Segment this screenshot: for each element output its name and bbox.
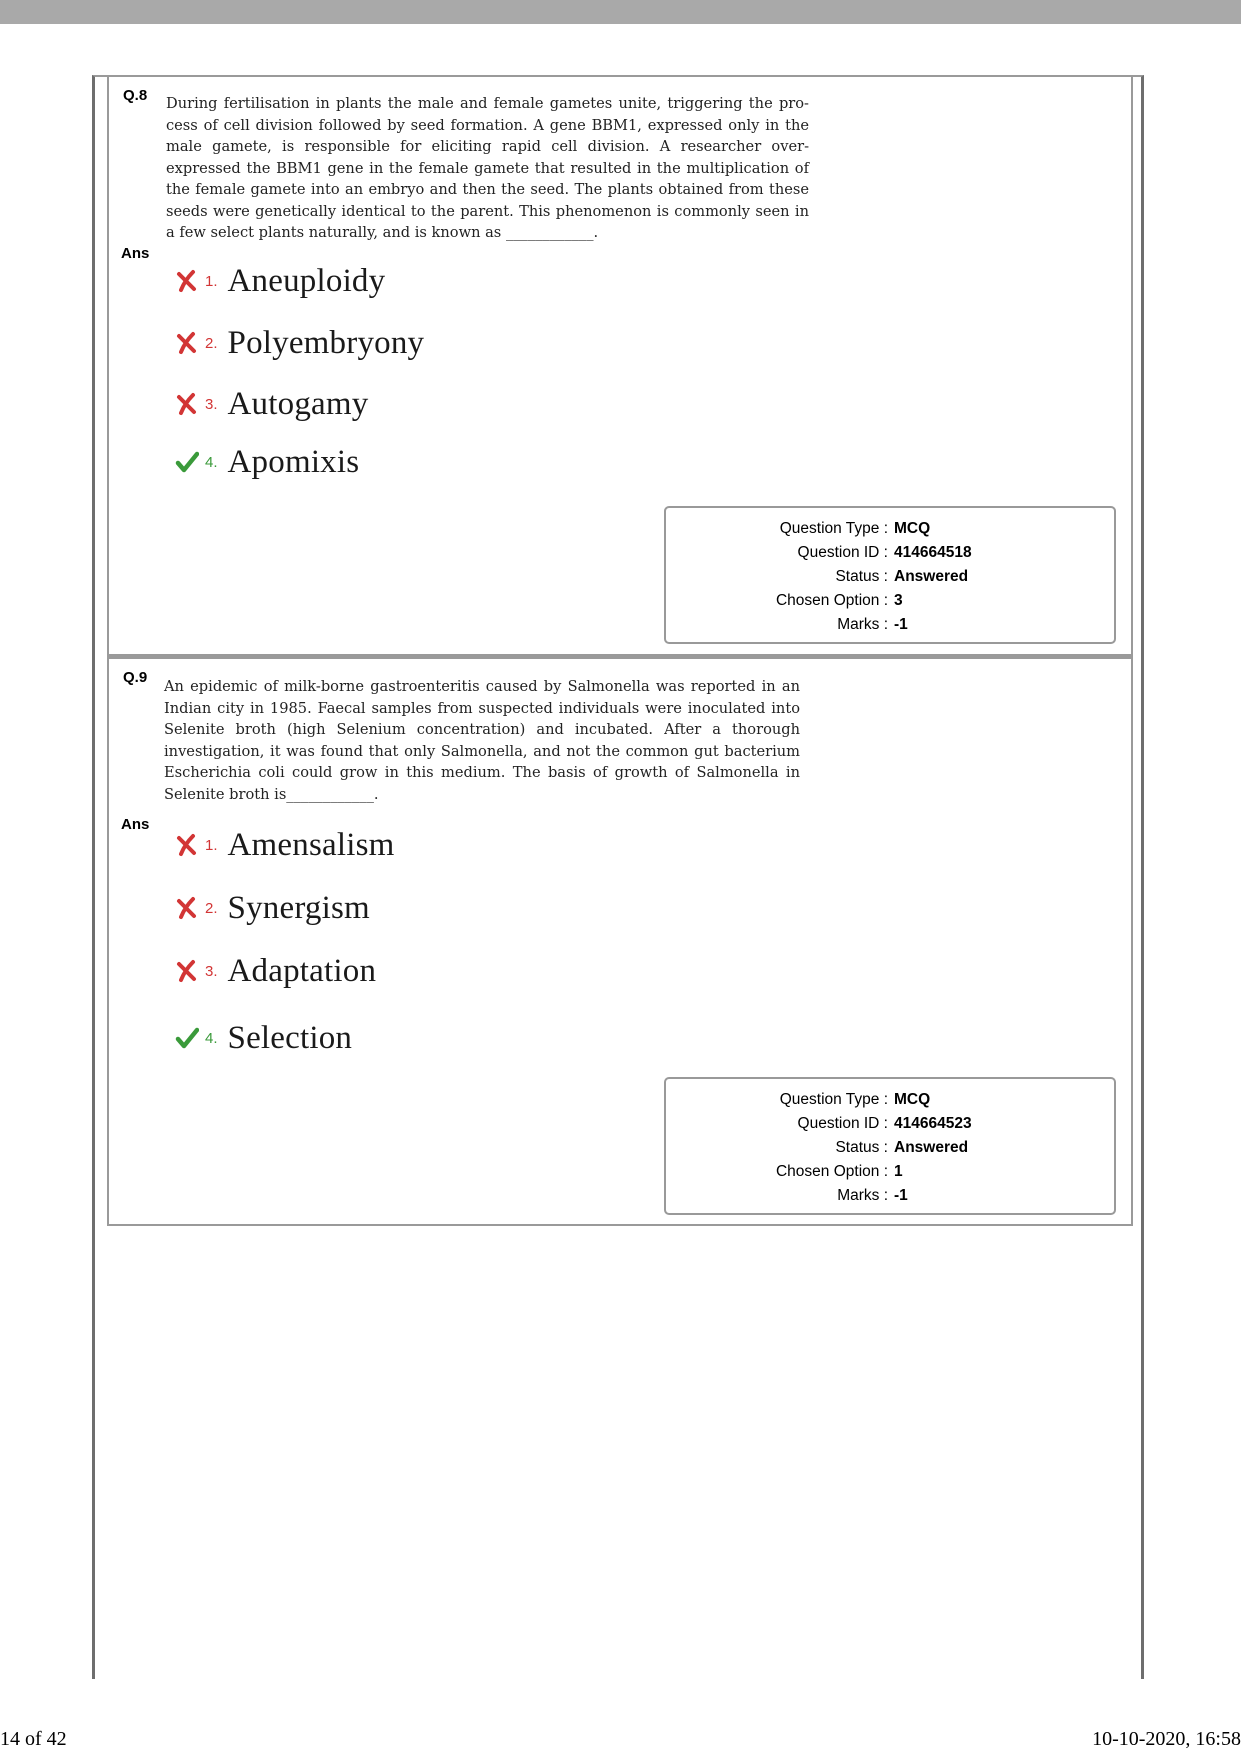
- question-info-box: [664, 506, 1116, 644]
- option-number: 4.: [205, 453, 218, 471]
- info-marks: Marks : -1: [837, 616, 908, 633]
- option-4: [175, 1016, 352, 1060]
- option-text: Amensalism: [227, 826, 395, 863]
- info-chosen-option: Chosen Option : 1: [775, 1163, 903, 1180]
- option-2: [175, 886, 370, 930]
- option-text: Aneuploidy: [227, 262, 386, 299]
- page-number: 14 of 42: [0, 1728, 67, 1750]
- info-question-id: Question ID : 414664523: [797, 1115, 972, 1132]
- answer-label: Ans: [121, 816, 150, 833]
- option-text: Adaptation: [227, 952, 377, 989]
- info-question-type: Question Type : MCQ: [779, 1091, 931, 1108]
- option-2: [175, 321, 424, 365]
- cross-icon: [175, 331, 199, 355]
- option-1: [175, 823, 395, 867]
- cross-icon: [175, 269, 199, 293]
- info-chosen-option: Chosen Option : 3: [775, 592, 903, 609]
- answer-label: Ans: [121, 245, 150, 262]
- info-status: Status : Answered: [835, 568, 969, 585]
- question-panel-q9: [107, 655, 1133, 1226]
- option-number: 4.: [205, 1029, 218, 1047]
- cross-icon: [175, 833, 199, 857]
- option-number: 2.: [205, 899, 218, 917]
- option-text: Apomixis: [227, 443, 360, 480]
- cross-icon: [175, 896, 199, 920]
- checkmark-icon: [175, 1026, 199, 1050]
- question-number: Q.9: [123, 669, 148, 686]
- info-question-id: Question ID : 414664518: [797, 544, 972, 561]
- question-panel-q8: [107, 75, 1133, 656]
- option-4: [175, 440, 359, 484]
- option-number: 1.: [205, 836, 218, 854]
- option-3: [175, 949, 376, 993]
- info-question-type: Question Type : MCQ: [779, 520, 931, 537]
- question-text: An epidemic of milk-borne gastroenteritis caused by Salmonella was reported in an Indian city in 1985. Faecal samples from suspected individuals were inoculated into Selenite broth (high Selenium concentration) and incubated. After a thorough investigation, it was found that only Salmonella, and not the common gut bacterium Escherichia coli could grow in this medium. The basis of growth of Salmonella in Selenite broth is____________.: [164, 678, 800, 803]
- question-text: During fertilisation in plants the male and female gametes unite, triggering the pro-cess of cell division followed by seed formation. A gene BBM1, expressed only in the male gamete, is responsible for eliciting rapid cell division. A researcher over-expressed the BBM1 gene in the female gamete that resulted in the multiplication of the female gamete into an embryo and then the seed. The plants obtained from these seeds were genetically identical to the parent. This phenomenon is commonly seen in a few select plants naturally, and is known as ____________.: [166, 95, 809, 241]
- option-text: Synergism: [227, 889, 370, 926]
- info-status: Status : Answered: [835, 1139, 969, 1156]
- info-marks: Marks : -1: [837, 1187, 908, 1204]
- option-text: Autogamy: [227, 385, 369, 422]
- option-number: 2.: [205, 334, 218, 352]
- option-number: 3.: [205, 395, 218, 413]
- cross-icon: [175, 959, 199, 983]
- cross-icon: [175, 392, 199, 416]
- option-number: 3.: [205, 962, 218, 980]
- option-number: 1.: [205, 272, 218, 290]
- question-info-box: [664, 1077, 1116, 1215]
- option-text: Polyembryony: [227, 324, 425, 361]
- option-3: [175, 382, 368, 426]
- browser-print-header-bar: [0, 0, 1241, 24]
- print-timestamp: 10-10-2020, 16:58: [1092, 1728, 1241, 1750]
- question-number: Q.8: [123, 87, 148, 104]
- option-1: [175, 259, 385, 303]
- checkmark-icon: [175, 450, 199, 474]
- option-text: Selection: [227, 1019, 353, 1056]
